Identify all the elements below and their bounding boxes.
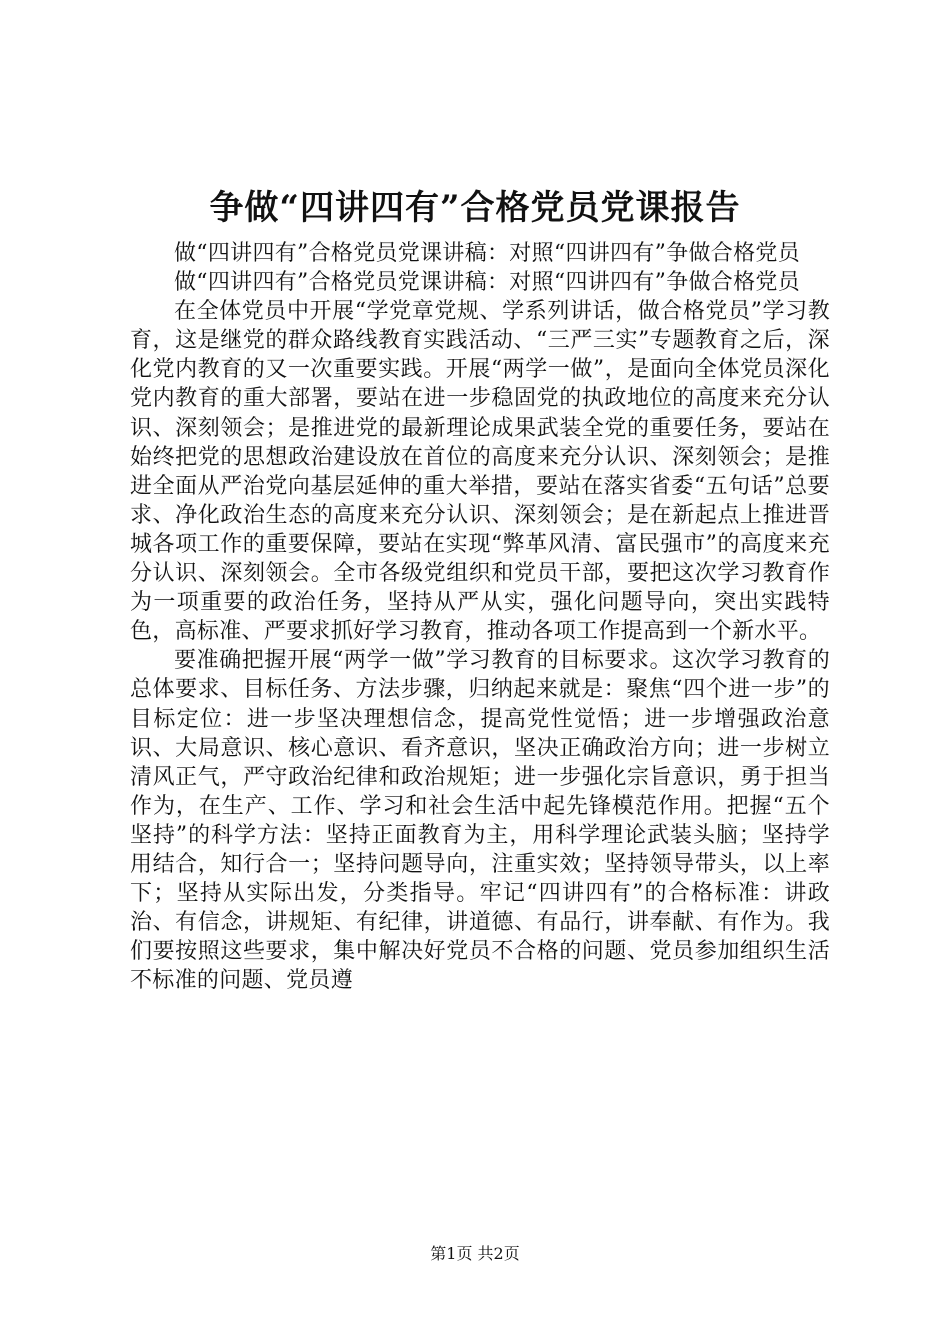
paragraph-body-2: 要准确把握开展“两学一做”学习教育的目标要求。这次学习教育的总体要求、目标任务、方法步骤，归纳起来就是：聚焦“四个进一步”的目标定位：进一步坚决理想信念，提高党性觉悟；进一步增强政治意识、大局意识、核心意识、看齐意识，坚决正确政治方向；进一步树立清风正气，严守政治纪律和政治规矩；进一步强化宗旨意识，勇于担当作为，在生产、工作、学习和社会生活中起先锋模范作用。把握“五个坚持”的科学方法：坚持正面教育为主，用科学理论武装头脑；坚持学用结合，知行合一；坚持问题导向，注重实效；坚持领导带头，以上率下；坚持从实际出发，分类指导。牢记“四讲四有”的合格标准：讲政治、有信念，讲规矩、有纪律，讲道德、有品行，讲奉献、有作为。我们要按照这些要求，集中解决好党员不合格的问题、党员参加组织生活不标准的问题、党员遵	[130, 648, 830, 994]
page-number-footer: 第1页 共2页	[430, 1244, 520, 1263]
paragraph-body-1: 在全体党员中开展“学党章党规、学系列讲话，做合格党员”学习教育，这是继党的群众路线教育实践活动、“三严三实”专题教育之后，深化党内教育的又一次重要实践。开展“两学一做”，是面向全体党员深化党内教育的重大部署，要站在进一步稳固党的执政地位的高度来充分认识、深刻领会；是推进党的最新理论成果武装全党的重要任务，要站在始终把党的思想政治建设放在首位的高度来充分认识、深刻领会；是推进全面从严治党向基层延伸的重大举措，要站在落实省委“五句话”总要求、净化政治生态的高度来充分认识、深刻领会；是在新起点上推进晋城各项工作的重要保障，要站在实现“弊革风清、富民强市”的高度来充分认识、深刻领会。全市各级党组织和党员干部，要把这次学习教育作为一项重要的政治任务，坚持从严从实，强化问题导向，突出实践特色，高标准、严要求抓好学习教育，推动各项工作提高到一个新水平。	[130, 299, 830, 645]
document-title: 争做“四讲四有”合格党员党课报告	[209, 188, 741, 228]
document-body	[130, 239, 830, 995]
paragraph-subtitle-1: 做“四讲四有”合格党员党课讲稿：对照“四讲四有”争做合格党员	[174, 241, 800, 266]
paragraph-subtitle-2: 做“四讲四有”合格党员党课讲稿：对照“四讲四有”争做合格党员	[174, 270, 800, 296]
